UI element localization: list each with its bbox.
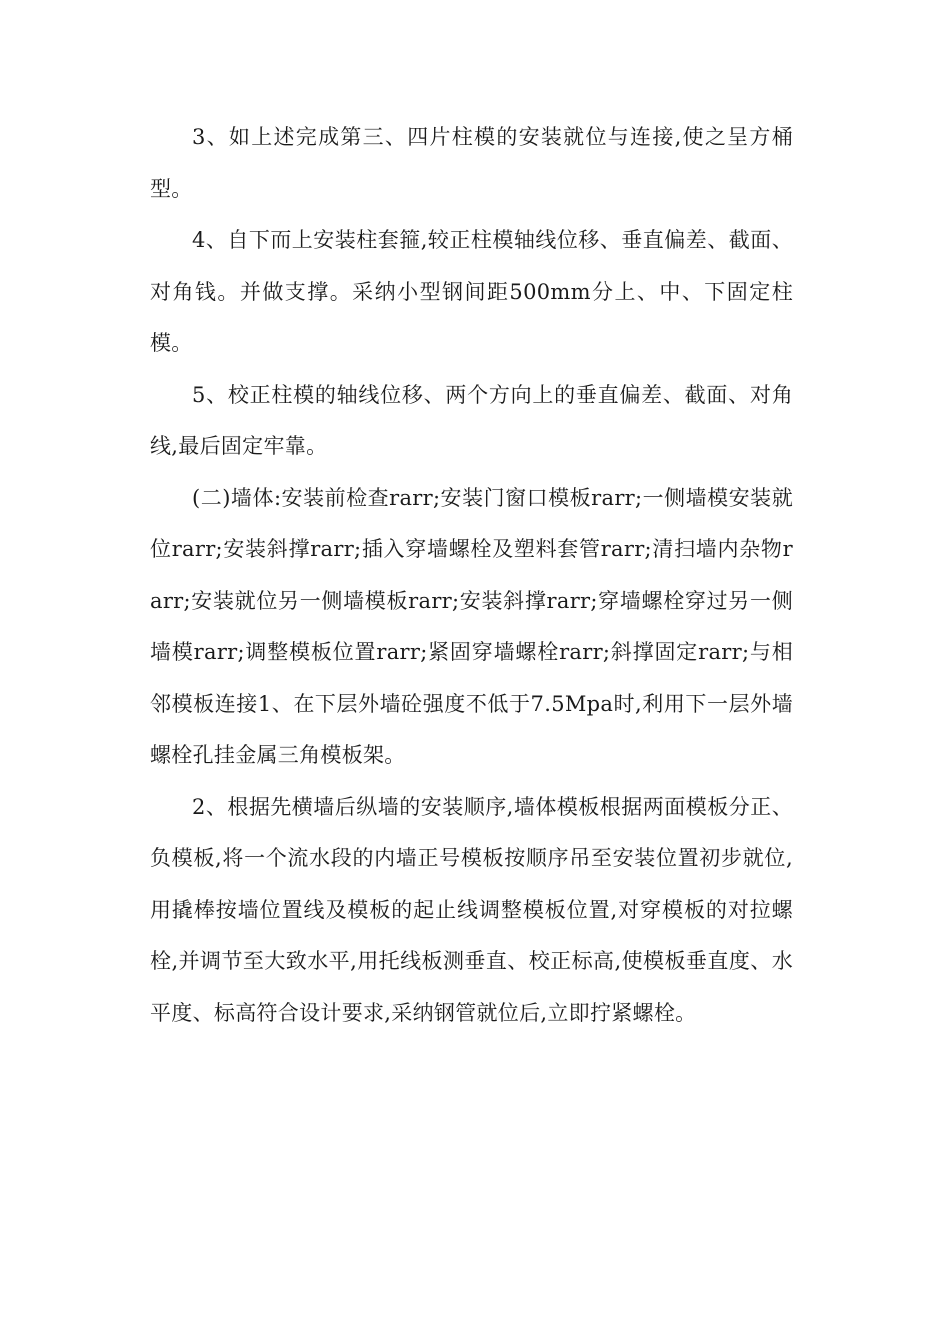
paragraph-column-step-5: 5、校正柱模的轴线位移、两个方向上的垂直偏差、截面、对角线,最后固定牢靠。 [150,382,793,458]
paragraph-column-step-4: 4、自下而上安装柱套箍,较正柱模轴线位移、垂直偏差、截面、对角钱。并做支撑。采纳小型钢间距500mm分上、中、下固定柱模。 [150,228,793,355]
paragraph-wall-step-2: 2、根据先横墙后纵墙的安装顺序,墙体模板根据两面模板分正、负模板,将一个流水段的内墙正号模板按顺序吊至安装位置初步就位,用撬棒按墙位置线及模板的起止线调整模板位置,对穿模板的对拉螺栓,并调节至大致水平,用托线板测垂直、校正标高,使模板垂直度、水平度、标高符合设计要求,采纳钢管就位后,立即拧紧螺栓。 [150,794,793,1025]
paragraph-column-step-3: 3、如上述完成第三、四片柱模的安装就位与连接,使之呈方桶型。 [150,125,793,201]
document-body [150,112,793,1039]
paragraph-wall-procedure: (二)墙体:安装前检查rarr;安装门窗口模板rarr;一侧墙模安装就位rarr;安装斜撑rarr;插入穿墙螺栓及塑料套管rarr;清扫墙内杂物rarr;安装就位另一侧墙模板rarr;安装斜撑rarr;穿墙螺栓穿过另一侧墙模rarr;调整模板位置rarr;紧固穿墙螺栓rarr;斜撑固定rarr;与相邻模板连接1、在下层外墙砼强度不低于7.5Mpa时,利用下一层外墙螺栓孔挂金属三角模板架。 [150,485,793,767]
